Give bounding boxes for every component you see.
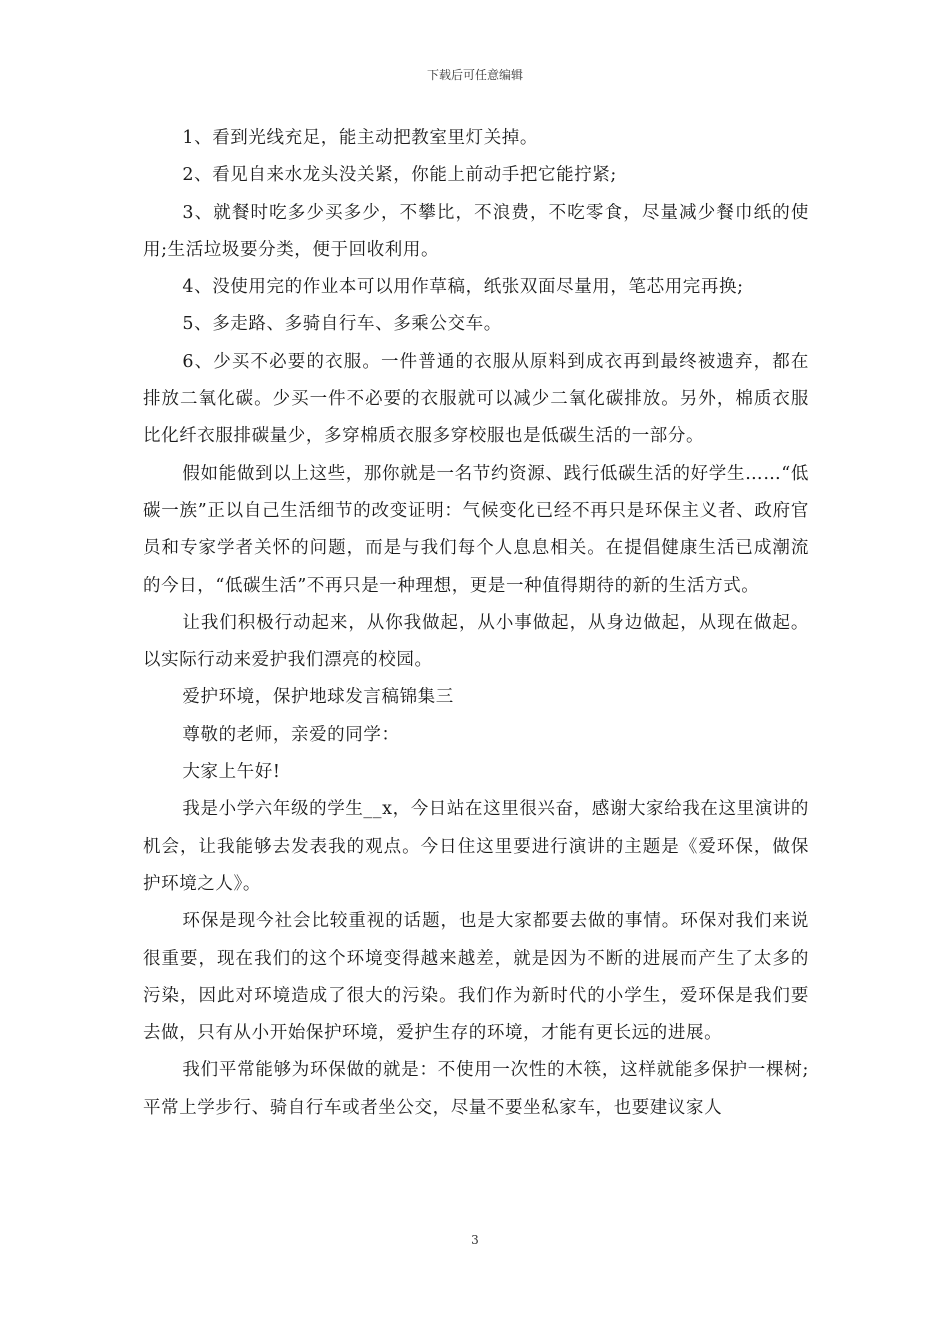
paragraph: 4、没使用完的作业本可以用作草稿，纸张双面尽量用，笔芯用完再换; bbox=[182, 277, 744, 298]
paragraph: 我是小学六年级的学生__x，今日站在这里很兴奋，感谢大家给我在这里演讲的机会，让我能够去发表我的观点。今日住这里要进行演讲的主题是《爱环保，做保护环境之人》。 bbox=[143, 799, 809, 894]
salutation: 尊敬的老师，亲爱的同学： bbox=[182, 724, 400, 745]
page-number: 3 bbox=[471, 1233, 479, 1247]
paragraph: 假如能做到以上这些，那你就是一名节约资源、践行低碳生活的好学生……“低碳一族”正以自己生活细节的改变证明：气候变化已经不再只是环保主义者、政府官员和专家学者关怀的问题，而是与我们每个人息息相关。在提倡健康生活已成潮流的今日，“低碳生活”不再只是一种理想，更是一种值得期待的新的生活方式。 bbox=[143, 463, 809, 596]
page-header: 下载后可任意编辑 bbox=[426, 68, 523, 82]
paragraph: 5、多走路、多骑自行车、多乘公交车。 bbox=[182, 314, 502, 335]
greeting: 大家上午好! bbox=[182, 762, 281, 783]
paragraph: 3、就餐时吃多少买多少，不攀比，不浪费，不吃零食，尽量减少餐巾纸的使用;生活垃圾要分类，便于回收利用。 bbox=[143, 202, 809, 260]
paragraph: 2、看见自来水龙头没关紧，你能上前动手把它能拧紧; bbox=[182, 165, 617, 186]
document-body bbox=[143, 120, 809, 1127]
paragraph: 6、少买不必要的衣服。一件普通的衣服从原料到成衣再到最终被遗弃，都在排放二氧化碳。少买一件不必要的衣服就可以减少二氧化碳排放。另外，棉质衣服比化纤衣服排碳量少，多穿棉质衣服多穿校服也是低碳生活的一部分。 bbox=[143, 351, 809, 447]
paragraph: 1、看到光线充足，能主动把教室里灯关掉。 bbox=[182, 128, 539, 148]
paragraph: 我们平常能够为环保做的就是：不使用一次性的木筷，这样就能多保护一棵树;平常上学步行、骑自行车或者坐公交，尽量不要坐私家车，也要建议家人 bbox=[143, 1060, 809, 1118]
paragraph: 环保是现今社会比较重视的话题，也是大家都要去做的事情。环保对我们来说很重要，现在我们的这个环境变得越来越差，就是因为不断的进展而产生了太多的污染，因此对环境造成了很大的污染。我们作为新时代的小学生，爱环保是我们要去做，只有从小开始保护环境，爱护生存的环境，才能有更长远的进展。 bbox=[143, 911, 809, 1044]
section-title: 爱护环境，保护地球发言稿锦集三 bbox=[182, 687, 454, 708]
paragraph: 让我们积极行动起来，从你我做起，从小事做起，从身边做起，从现在做起。以实际行动来爱护我们漂亮的校园。 bbox=[143, 612, 809, 671]
